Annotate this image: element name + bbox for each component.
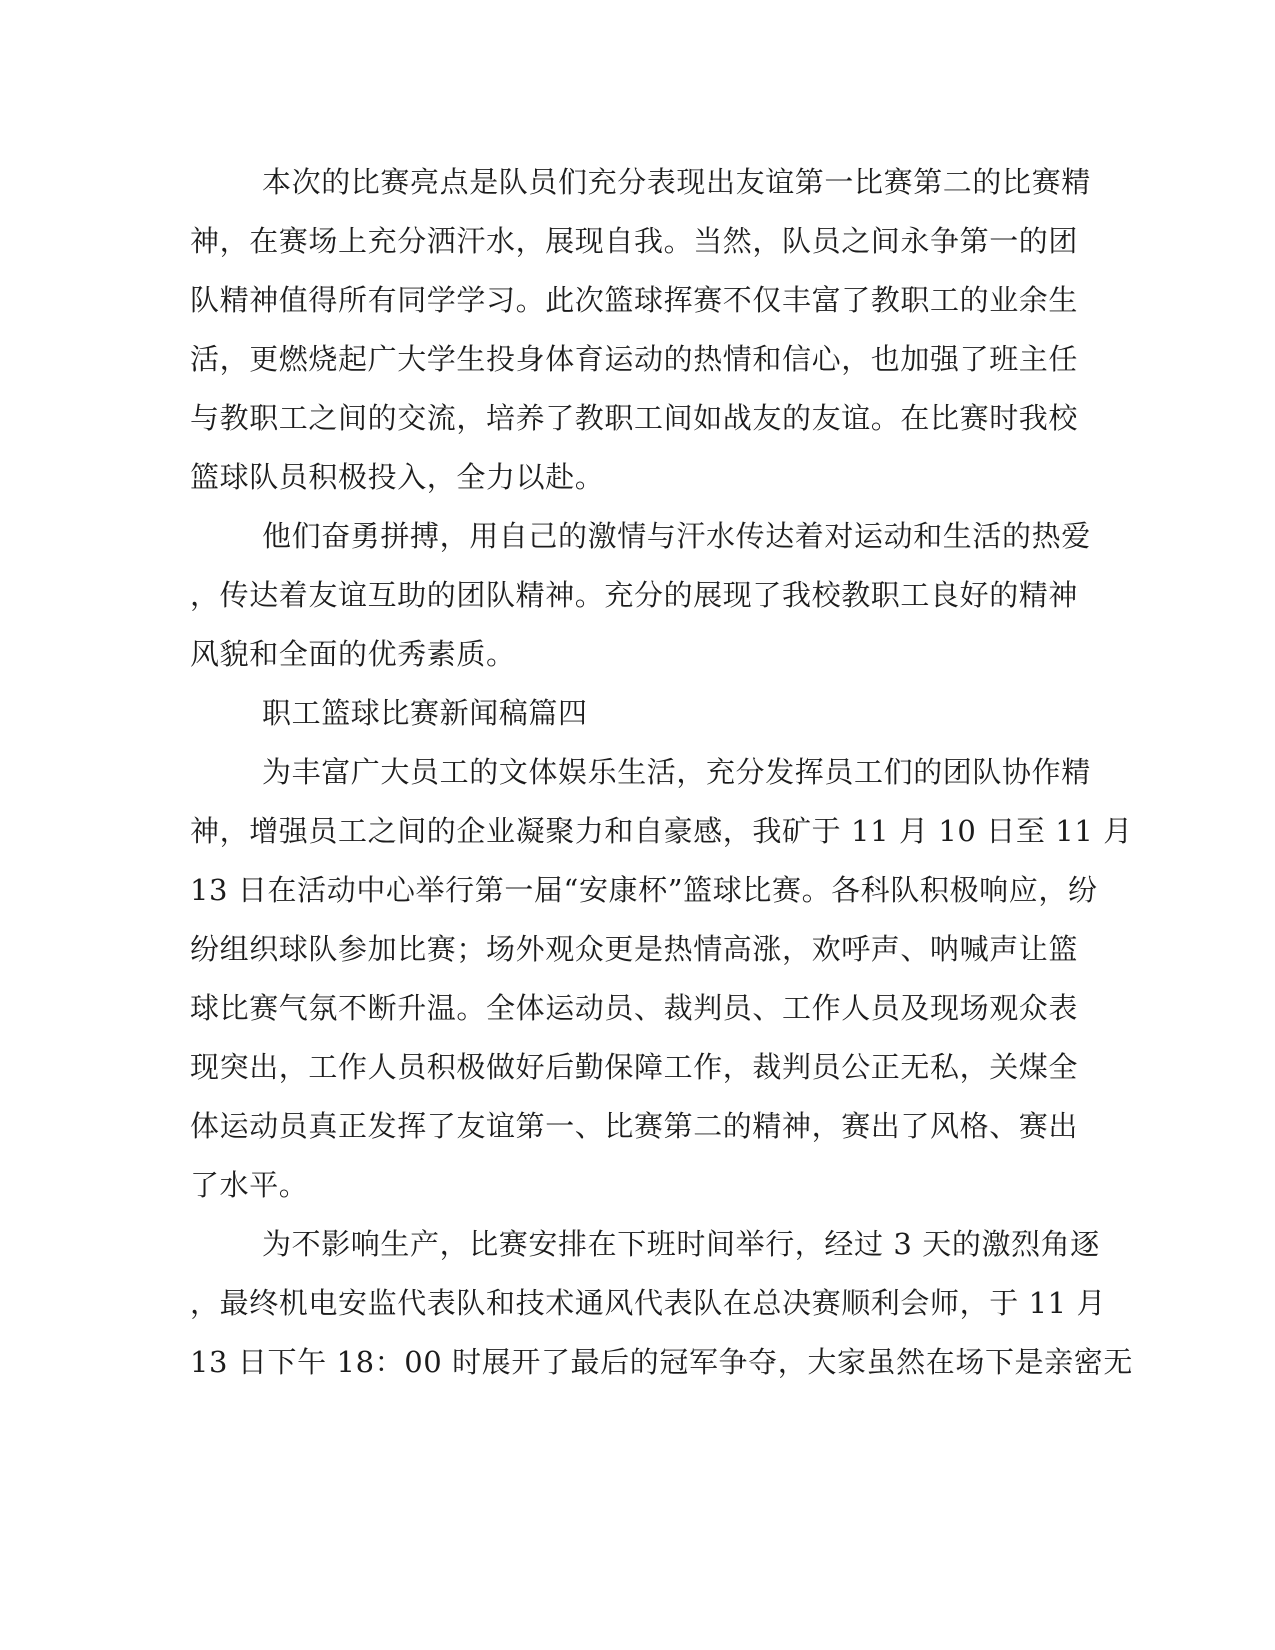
paragraph-line: 风貌和全面的优秀素质。 [190, 637, 516, 671]
paragraph-line: 与教职工之间的交流，培养了教职工间如战友的友谊。在比赛时我校 [190, 401, 1079, 435]
paragraph-line: 纷组织球队参加比赛；场外观众更是热情高涨，欢呼声、呐喊声让篮 [190, 932, 1079, 966]
paragraph-line: 了水平。 [190, 1168, 309, 1202]
paragraph-line: 神，增强员工之间的企业凝聚力和自豪感，我矿于 11 月 10 日至 11 月 [190, 814, 1133, 848]
paragraph-line: ，最终机电安监代表队和技术通风代表队在总决赛顺利会师，于 11 月 [190, 1286, 1107, 1320]
section-heading: 职工篮球比赛新闻稿篇四 [262, 696, 588, 730]
paragraph-line: 队精神值得所有同学学习。此次篮球挥赛不仅丰富了教职工的业余生 [190, 283, 1079, 317]
paragraph-line: 现突出，工作人员积极做好后勤保障工作，裁判员公正无私，关煤全 [190, 1050, 1079, 1084]
paragraph-line: 他们奋勇拼搏，用自己的激情与汗水传达着对运动和生活的热爱 [262, 519, 1091, 553]
paragraph-line: 活，更燃烧起广大学生投身体育运动的热情和信心，也加强了班主任 [190, 342, 1079, 376]
paragraph-line: 为丰富广大员工的文体娱乐生活，充分发挥员工们的团队协作精 [262, 755, 1091, 789]
paragraph-line: 为不影响生产，比赛安排在下班时间举行，经过 3 天的激烈角逐 [262, 1227, 1100, 1261]
paragraph-line: ，传达着友谊互助的团队精神。充分的展现了我校教职工良好的精神 [190, 578, 1079, 612]
paragraph-line: 球比赛气氛不断升温。全体运动员、裁判员、工作人员及现场观众表 [190, 991, 1079, 1025]
paragraph-line: 13 日在活动中心举行第一届“安康杯”篮球比赛。各科队积极响应，纷 [190, 873, 1098, 907]
paragraph-line: 神，在赛场上充分洒汗水，展现自我。当然，队员之间永争第一的团 [190, 224, 1079, 258]
paragraph-line: 本次的比赛亮点是队员们充分表现出友谊第一比赛第二的比赛精 [262, 165, 1091, 199]
paragraph-line: 体运动员真正发挥了友谊第一、比赛第二的精神，赛出了风格、赛出 [190, 1109, 1079, 1143]
paragraph-line: 篮球队员积极投入，全力以赴。 [190, 460, 605, 494]
paragraph-line: 13 日下午 18：00 时展开了最后的冠军争夺，大家虽然在场下是亲密无 [190, 1345, 1133, 1379]
